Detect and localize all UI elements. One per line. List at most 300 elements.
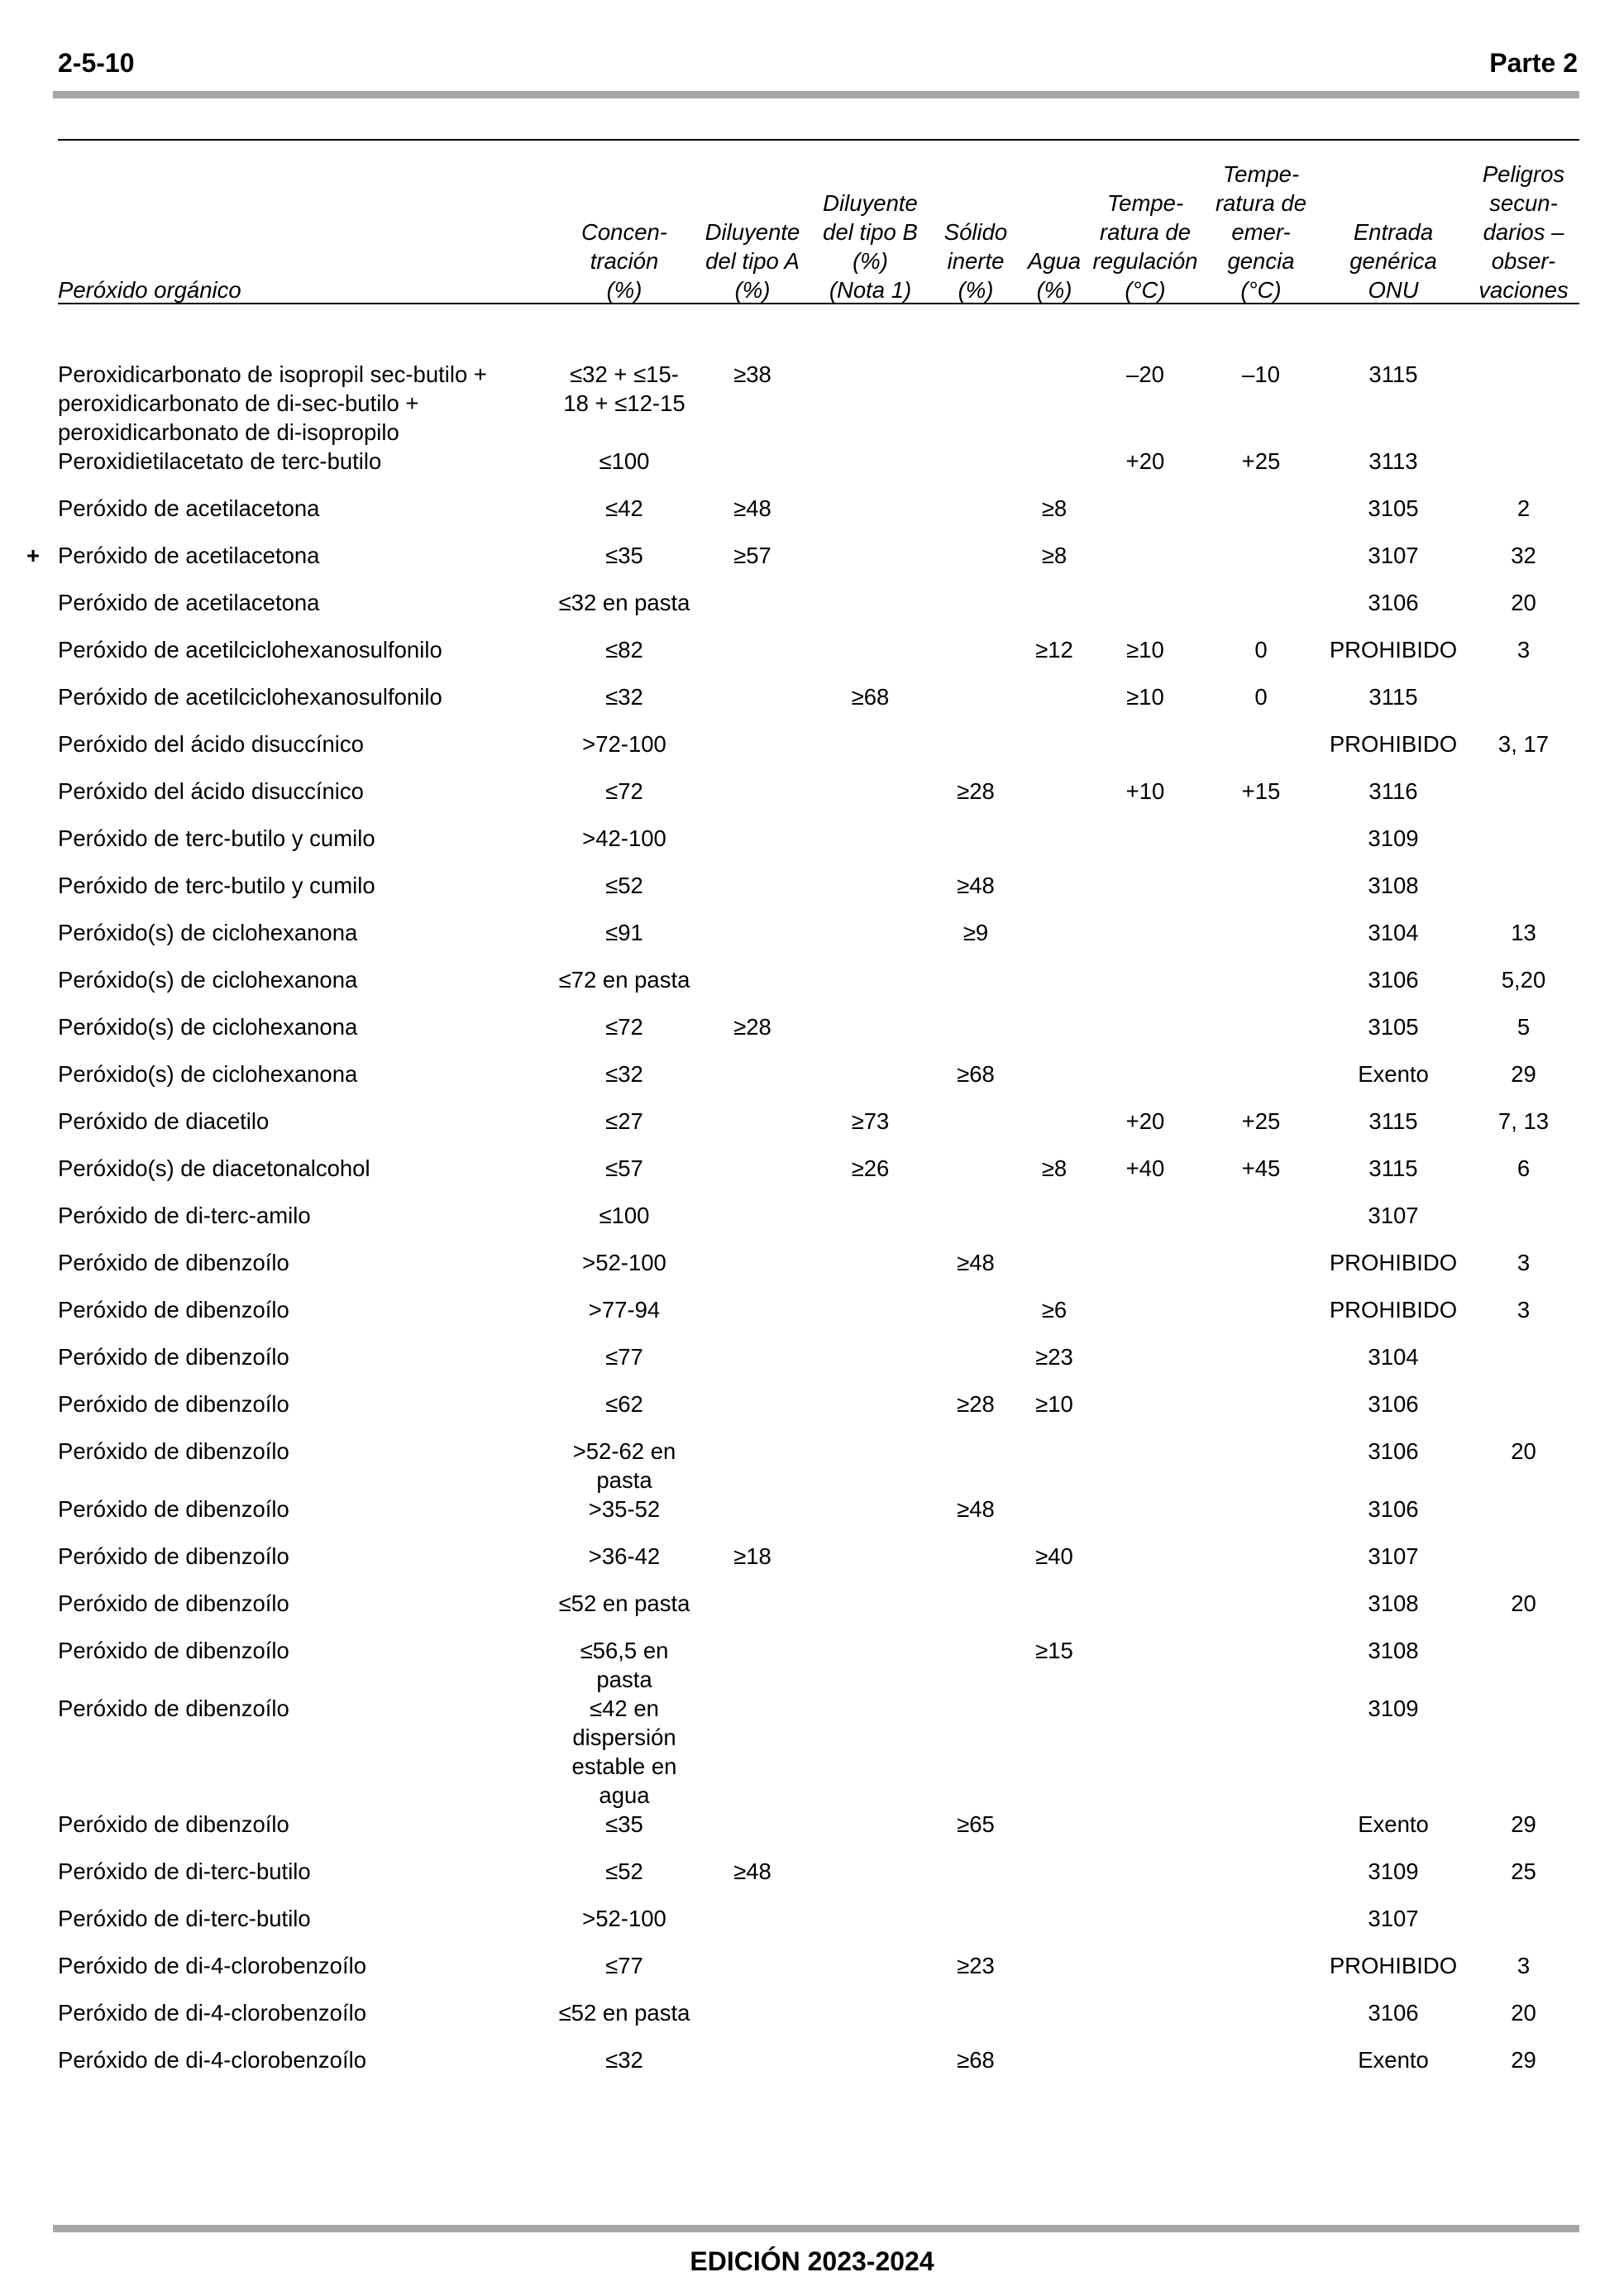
subsidiary-hazards: 3, 17 — [1497, 731, 1550, 757]
concentration: ≤52 en pasta — [558, 1590, 690, 1616]
table-row — [58, 1951, 1579, 1998]
table-row — [58, 1107, 1579, 1154]
un-entry: PROHIBIDO — [1329, 637, 1458, 662]
subsidiary-hazards — [1468, 1390, 1579, 1437]
inert-solid — [930, 1295, 1021, 1342]
table-row — [58, 1248, 1579, 1295]
control-temperature — [1087, 1060, 1203, 1107]
diluent-a — [695, 588, 810, 635]
concentration: >52-100 — [582, 1250, 666, 1275]
concentration: >36-42 — [588, 1543, 661, 1569]
water: ≥10 — [1035, 1391, 1073, 1417]
concentration: >52-100 — [582, 1906, 666, 1931]
water — [1021, 1437, 1087, 1495]
subsidiary-hazards — [1468, 1694, 1579, 1810]
peroxide-name: Peróxido de dibenzoílo — [58, 1543, 289, 1569]
diluent-a — [695, 824, 810, 871]
inert-solid — [930, 1904, 1021, 1951]
emergency-temperature — [1203, 1542, 1319, 1589]
concentration: ≤72 en pasta — [558, 967, 690, 993]
un-entry: PROHIBIDO — [1329, 1953, 1458, 1978]
peroxide-name-cell — [58, 1437, 554, 1495]
diluent-a — [695, 1951, 810, 1998]
control-temperature — [1087, 541, 1203, 588]
emergency-temperature — [1203, 824, 1319, 871]
un-entry: 3104 — [1368, 1344, 1419, 1370]
peroxide-name-cell — [58, 682, 554, 729]
peroxide-name-cell — [58, 447, 554, 494]
subsidiary-hazards: 20 — [1511, 2000, 1536, 2026]
part-label: Parte 2 — [1489, 48, 1578, 78]
diluent-a — [695, 1495, 810, 1542]
subsidiary-hazards — [1468, 1542, 1579, 1589]
table-row — [58, 1060, 1579, 1107]
diluent-b — [810, 360, 930, 447]
emergency-temperature — [1203, 541, 1319, 588]
subsidiary-hazards: 2 — [1517, 495, 1531, 521]
peroxide-name: Peróxido de terc-butilo y cumilo — [58, 873, 375, 898]
table-row — [58, 494, 1579, 541]
table-row — [58, 1154, 1579, 1201]
water — [1021, 588, 1087, 635]
col-inert-solid-header: Sólido inerte (%) — [943, 219, 1008, 303]
table-row — [58, 1810, 1579, 1857]
concentration: ≤32 — [605, 684, 643, 710]
diluent-a — [695, 1694, 810, 1810]
diluent-b — [810, 1390, 930, 1437]
diluent-a — [695, 1437, 810, 1495]
inert-solid: ≥68 — [957, 1061, 995, 1087]
inert-solid: ≥28 — [957, 1391, 995, 1417]
diluent-b — [810, 1060, 930, 1107]
concentration: ≤35 — [605, 1811, 643, 1837]
diluent-b: ≥68 — [851, 684, 890, 710]
un-entry: 3115 — [1368, 684, 1418, 710]
water: ≥23 — [1035, 1344, 1073, 1370]
control-temperature: +20 — [1125, 448, 1165, 474]
subsidiary-hazards — [1468, 1904, 1579, 1951]
water — [1021, 1012, 1087, 1060]
col-un-entry-header: Entrada genérica ONU — [1349, 219, 1437, 303]
concentration: ≤72 — [605, 1014, 643, 1040]
table-row — [58, 1694, 1579, 1810]
un-entry: 3104 — [1368, 920, 1419, 945]
un-entry: Exento — [1358, 2047, 1429, 2073]
concentration: ≤77 — [605, 1953, 643, 1978]
diluent-a — [695, 918, 810, 965]
emergency-temperature — [1203, 1012, 1319, 1060]
diluent-a — [695, 1295, 810, 1342]
diluent-b — [810, 1998, 930, 2045]
diluent-a — [695, 1998, 810, 2045]
concentration: ≤62 — [605, 1391, 643, 1417]
peroxide-name: Peróxido de dibenzoílo — [58, 1811, 289, 1837]
un-entry: 3107 — [1368, 1203, 1419, 1228]
inert-solid — [930, 824, 1021, 871]
emergency-temperature: +25 — [1241, 1108, 1281, 1134]
control-temperature — [1087, 918, 1203, 965]
diluent-b — [810, 494, 930, 541]
un-entry: 3115 — [1368, 1155, 1418, 1181]
peroxide-name: Peróxido de acetilacetona — [58, 590, 320, 615]
peroxide-name-cell — [58, 1390, 554, 1437]
subsidiary-hazards: 3 — [1517, 637, 1531, 662]
concentration: ≤57 — [605, 1155, 643, 1181]
water — [1021, 1107, 1087, 1154]
inert-solid: ≥28 — [957, 778, 995, 804]
diluent-b: ≥73 — [851, 1108, 890, 1134]
subsidiary-hazards: 20 — [1511, 1438, 1536, 1464]
emergency-temperature — [1203, 1857, 1319, 1904]
diluent-a — [695, 1060, 810, 1107]
emergency-temperature — [1203, 1998, 1319, 2045]
water: ≥12 — [1035, 637, 1073, 662]
control-temperature — [1087, 1694, 1203, 1810]
concentration: ≤91 — [605, 920, 643, 945]
table-row — [58, 871, 1579, 918]
water — [1021, 1060, 1087, 1107]
peroxide-name: Peróxido(s) de diacetonalcohol — [58, 1155, 370, 1181]
subsidiary-hazards — [1468, 1495, 1579, 1542]
subsidiary-hazards: 20 — [1511, 1590, 1536, 1616]
peroxide-name-cell — [58, 1636, 554, 1694]
diluent-b — [810, 1012, 930, 1060]
inert-solid — [930, 447, 1021, 494]
inert-solid — [930, 1542, 1021, 1589]
emergency-temperature: +25 — [1241, 448, 1281, 474]
diluent-a — [695, 1107, 810, 1154]
inert-solid: ≥23 — [957, 1953, 995, 1978]
emergency-temperature — [1203, 965, 1319, 1012]
header-rule — [53, 91, 1579, 98]
peroxide-name-cell — [58, 918, 554, 965]
peroxide-name-cell — [58, 1589, 554, 1636]
table-row — [58, 918, 1579, 965]
control-temperature: +20 — [1125, 1108, 1165, 1134]
concentration: ≤42 — [605, 495, 643, 521]
peroxide-name: Peróxido de di-4-clorobenzoílo — [58, 2047, 366, 2073]
diluent-b — [810, 541, 930, 588]
table-row — [58, 824, 1579, 871]
concentration: >42-100 — [582, 825, 666, 851]
water — [1021, 1998, 1087, 2045]
col-peroxide-header: Peróxido orgánico — [58, 277, 241, 303]
emergency-temperature: 0 — [1254, 637, 1268, 662]
inert-solid — [930, 1636, 1021, 1694]
subsidiary-hazards: 29 — [1511, 1811, 1536, 1837]
inert-solid — [930, 635, 1021, 682]
concentration: ≤52 — [605, 1858, 643, 1884]
emergency-temperature — [1203, 1636, 1319, 1694]
diluent-a: ≥38 — [733, 361, 771, 387]
header-row — [58, 141, 1579, 315]
peroxide-name-cell — [58, 1542, 554, 1589]
peroxide-name-cell — [58, 1904, 554, 1951]
inert-solid — [930, 1694, 1021, 1810]
inert-solid — [930, 965, 1021, 1012]
control-temperature — [1087, 1495, 1203, 1542]
subsidiary-hazards: 20 — [1511, 590, 1536, 615]
peroxide-name: Peróxido de dibenzoílo — [58, 1638, 289, 1663]
subsidiary-hazards: 3 — [1517, 1953, 1531, 1978]
un-entry: Exento — [1358, 1061, 1429, 1087]
control-temperature — [1087, 965, 1203, 1012]
diluent-a — [695, 1342, 810, 1390]
table-row — [58, 1390, 1579, 1437]
diluent-b — [810, 1342, 930, 1390]
concentration: ≤72 — [605, 778, 643, 804]
control-temperature: +40 — [1125, 1155, 1165, 1181]
inert-solid — [930, 1107, 1021, 1154]
peroxide-name: Peróxido de dibenzoílo — [58, 1696, 289, 1721]
table-row — [58, 588, 1579, 635]
emergency-temperature — [1203, 729, 1319, 777]
water — [1021, 729, 1087, 777]
peroxide-name-cell — [58, 777, 554, 824]
inert-solid — [930, 1342, 1021, 1390]
control-temperature: +10 — [1125, 778, 1165, 804]
un-entry: 3106 — [1368, 2000, 1419, 2026]
diluent-b — [810, 1495, 930, 1542]
water — [1021, 1589, 1087, 1636]
peroxide-name-cell — [58, 588, 554, 635]
water: ≥15 — [1035, 1638, 1073, 1663]
un-entry: 3109 — [1368, 825, 1419, 851]
emergency-temperature — [1203, 1437, 1319, 1495]
table-body — [26, 315, 1579, 2093]
inert-solid: ≥48 — [957, 1250, 995, 1275]
peroxide-name-cell — [58, 824, 554, 871]
control-temperature: ≥10 — [1126, 684, 1164, 710]
control-temperature — [1087, 2045, 1203, 2093]
diluent-b — [810, 1437, 930, 1495]
peroxide-name: Peróxido de dibenzoílo — [58, 1297, 289, 1323]
diluent-b — [810, 2045, 930, 2093]
un-entry: 3108 — [1368, 1638, 1419, 1663]
concentration: ≤82 — [605, 637, 643, 662]
col-water-header: Agua (%) — [1027, 248, 1082, 303]
inert-solid — [930, 1437, 1021, 1495]
control-temperature — [1087, 1810, 1203, 1857]
un-entry: 3115 — [1368, 361, 1418, 387]
un-entry: 3108 — [1368, 873, 1419, 898]
control-temperature — [1087, 1857, 1203, 1904]
peroxide-name: Peróxido de di-4-clorobenzoílo — [58, 2000, 366, 2026]
diluent-a — [695, 777, 810, 824]
control-temperature — [1087, 494, 1203, 541]
control-temperature — [1087, 1951, 1203, 1998]
footer-rule — [53, 2225, 1579, 2232]
table-row — [58, 965, 1579, 1012]
diluent-b — [810, 1201, 930, 1248]
diluent-b — [810, 871, 930, 918]
control-temperature — [1087, 1589, 1203, 1636]
table-row — [58, 1542, 1579, 1589]
un-entry: 3115 — [1368, 1108, 1418, 1134]
control-temperature — [1087, 588, 1203, 635]
table-row — [58, 1998, 1579, 2045]
water — [1021, 1694, 1087, 1810]
concentration: ≤35 — [605, 543, 643, 568]
control-temperature — [1087, 1201, 1203, 1248]
concentration: ≤100 — [599, 1203, 650, 1228]
diluent-b — [810, 729, 930, 777]
table-row — [58, 1012, 1579, 1060]
subsidiary-hazards: 29 — [1511, 1061, 1536, 1087]
inert-solid — [930, 494, 1021, 541]
un-entry: 3106 — [1368, 967, 1419, 993]
un-entry: 3109 — [1368, 1858, 1419, 1884]
inert-solid — [930, 1857, 1021, 1904]
diluent-b — [810, 824, 930, 871]
peroxide-name: Peróxido de acetilciclohexanosulfonilo — [58, 684, 442, 710]
water: ≥8 — [1041, 1155, 1068, 1181]
peroxide-name-cell — [58, 729, 554, 777]
concentration: ≤27 — [605, 1108, 643, 1134]
emergency-temperature — [1203, 1904, 1319, 1951]
emergency-temperature — [1203, 1810, 1319, 1857]
peroxide-name-cell — [58, 1998, 554, 2045]
table-row — [58, 1295, 1579, 1342]
col-concentration-header: Concen- tración (%) — [581, 219, 667, 303]
peroxide-name: Peróxido de dibenzoílo — [58, 1391, 289, 1417]
peroxide-name: Peróxido del ácido disuccínico — [58, 731, 364, 757]
subsidiary-hazards: 3 — [1517, 1250, 1531, 1275]
emergency-temperature — [1203, 1694, 1319, 1810]
concentration: ≤77 — [605, 1344, 643, 1370]
peroxide-name: Peróxido de dibenzoílo — [58, 1344, 289, 1370]
water: ≥40 — [1035, 1543, 1073, 1569]
peroxide-name-cell — [58, 1495, 554, 1542]
diluent-a: ≥48 — [733, 1858, 771, 1884]
water — [1021, 1951, 1087, 1998]
peroxide-name: Peróxido de di-4-clorobenzoílo — [58, 1953, 366, 1978]
concentration: ≤32 en pasta — [558, 590, 690, 615]
diluent-b — [810, 635, 930, 682]
subsidiary-hazards: 7, 13 — [1497, 1108, 1550, 1134]
water — [1021, 1857, 1087, 1904]
peroxide-name: Peróxido(s) de ciclohexanona — [58, 1014, 358, 1040]
table-row — [58, 1201, 1579, 1248]
concentration: >72-100 — [582, 731, 666, 757]
subsidiary-hazards — [1468, 447, 1579, 494]
emergency-temperature — [1203, 1295, 1319, 1342]
diluent-b — [810, 1542, 930, 1589]
subsidiary-hazards — [1468, 1342, 1579, 1390]
diluent-a — [695, 1589, 810, 1636]
inert-solid — [930, 1998, 1021, 2045]
concentration: ≤52 en pasta — [558, 2000, 690, 2026]
peroxide-name: Peróxido de dibenzoílo — [58, 1250, 289, 1275]
diluent-b — [810, 918, 930, 965]
peroxide-name-cell — [58, 1810, 554, 1857]
diluent-a — [695, 635, 810, 682]
water — [1021, 447, 1087, 494]
table-row — [58, 1857, 1579, 1904]
un-entry: 3106 — [1368, 1391, 1419, 1417]
control-temperature — [1087, 1012, 1203, 1060]
peroxide-name-cell — [58, 1201, 554, 1248]
table-row — [58, 1904, 1579, 1951]
peroxide-name-cell — [58, 635, 554, 682]
subsidiary-hazards — [1468, 1636, 1579, 1694]
table-row — [58, 2045, 1579, 2093]
inert-solid — [930, 1154, 1021, 1201]
concentration: >77-94 — [588, 1297, 661, 1323]
peroxide-name-cell — [58, 1248, 554, 1295]
water — [1021, 682, 1087, 729]
spacer-row — [58, 315, 1579, 360]
inert-solid — [930, 729, 1021, 777]
subsidiary-hazards — [1468, 1201, 1579, 1248]
concentration: >35-52 — [588, 1496, 661, 1522]
diluent-a — [695, 729, 810, 777]
table-row — [58, 1589, 1579, 1636]
water: ≥6 — [1041, 1297, 1068, 1323]
diluent-b — [810, 1904, 930, 1951]
peroxide-table — [26, 141, 1579, 2093]
emergency-temperature — [1203, 1201, 1319, 1248]
inert-solid — [930, 588, 1021, 635]
diluent-a — [695, 1810, 810, 1857]
emergency-temperature — [1203, 588, 1319, 635]
subsidiary-hazards: 29 — [1511, 2047, 1536, 2073]
concentration: ≤32 + ≤15- 18 + ≤12-15 — [563, 361, 685, 416]
emergency-temperature — [1203, 1495, 1319, 1542]
water — [1021, 1495, 1087, 1542]
diluent-a — [695, 682, 810, 729]
subsidiary-hazards: 6 — [1517, 1155, 1531, 1181]
diluent-a: ≥48 — [733, 495, 771, 521]
table-row — [58, 682, 1579, 729]
concentration: ≤52 — [605, 873, 643, 898]
control-temperature — [1087, 1248, 1203, 1295]
emergency-temperature — [1203, 494, 1319, 541]
subsidiary-hazards — [1468, 871, 1579, 918]
subsidiary-hazards: 5 — [1517, 1014, 1531, 1040]
peroxide-name: Peróxido del ácido disuccínico — [58, 778, 364, 804]
inert-solid — [930, 1589, 1021, 1636]
table-row — [58, 1636, 1579, 1694]
diluent-a: ≥28 — [733, 1014, 771, 1040]
peroxide-name: Peróxido de dibenzoílo — [58, 1496, 289, 1522]
diluent-a: ≥18 — [733, 1543, 771, 1569]
control-temperature — [1087, 1636, 1203, 1694]
table-row — [58, 447, 1579, 494]
control-temperature — [1087, 871, 1203, 918]
diluent-b — [810, 1810, 930, 1857]
subsidiary-hazards — [1468, 824, 1579, 871]
peroxide-name: Peróxido de diacetilo — [58, 1108, 270, 1134]
subsidiary-hazards — [1468, 682, 1579, 729]
un-entry: 3105 — [1368, 1014, 1419, 1040]
table-row — [58, 1342, 1579, 1390]
un-entry: 3108 — [1368, 1590, 1419, 1616]
emergency-temperature — [1203, 1390, 1319, 1437]
diluent-a — [695, 2045, 810, 2093]
subsidiary-hazards: 32 — [1511, 543, 1536, 568]
diluent-a — [695, 1154, 810, 1201]
peroxide-name: Peróxido de di-terc-butilo — [58, 1906, 311, 1931]
water — [1021, 918, 1087, 965]
un-entry: 3106 — [1368, 1496, 1419, 1522]
table-row — [58, 635, 1579, 682]
table-row — [58, 360, 1579, 447]
peroxide-name-cell — [58, 1694, 554, 1810]
diluent-b — [810, 1857, 930, 1904]
control-temperature — [1087, 1295, 1203, 1342]
peroxide-name: Peróxido de dibenzoílo — [58, 1590, 289, 1616]
